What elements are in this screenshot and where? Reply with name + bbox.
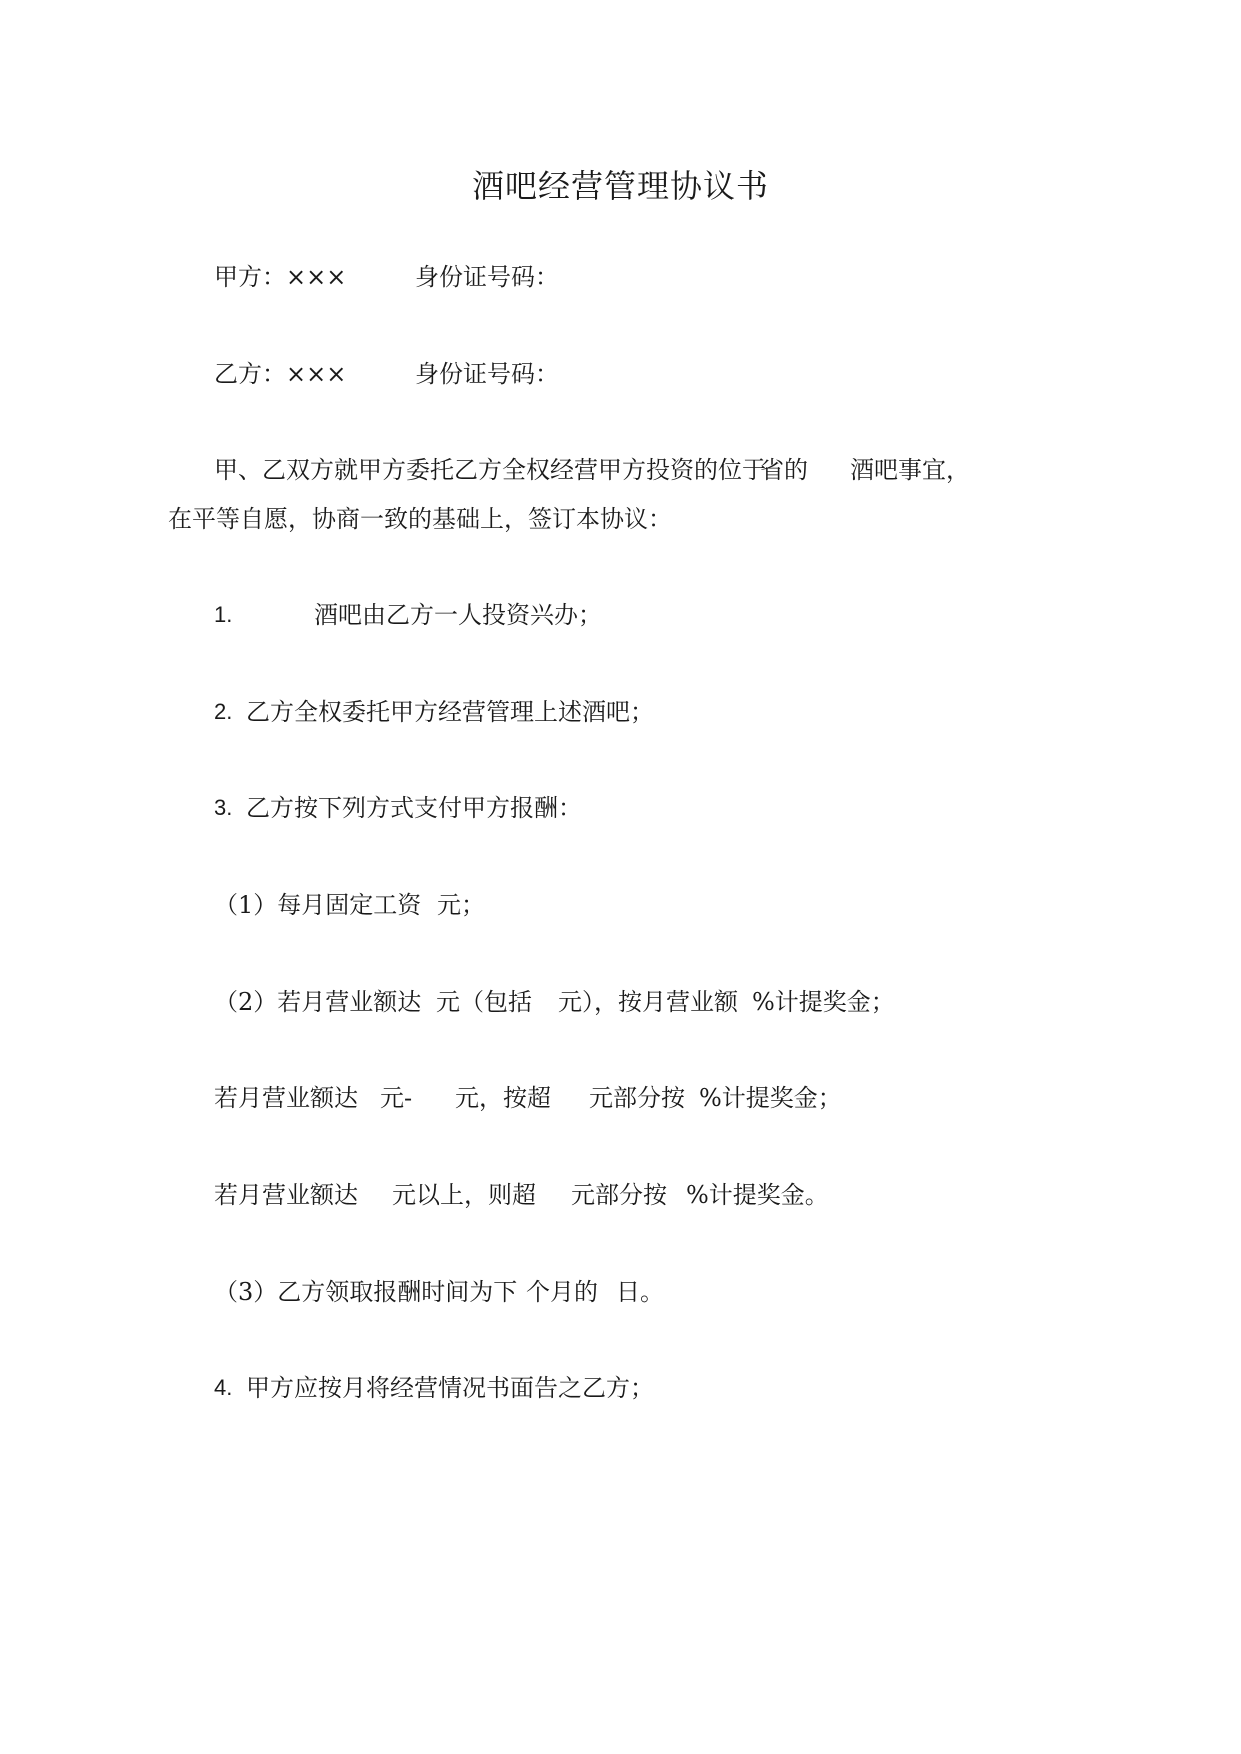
- party-a-label: 甲方：×××: [214, 263, 347, 291]
- clause-3-2-line-2-part-c: 元，按超: [455, 1084, 551, 1112]
- intro-line-2: 在平等自愿，协商一致的基础上，签订本协议：: [168, 505, 672, 533]
- clause-2-text: 乙方全权委托甲方经营管理上述酒吧；: [246, 698, 654, 726]
- clause-3-text: 乙方按下列方式支付甲方报酬：: [246, 794, 582, 822]
- clause-3-2-line-3-part-b: 元以上，则超: [392, 1181, 536, 1209]
- clause-3-2-line-3-part-d: %计提奖金。: [686, 1181, 829, 1209]
- clause-3-2-line-2-part-b: 元-: [380, 1084, 413, 1112]
- clause-3-2-part-d: %计提奖金；: [752, 988, 895, 1016]
- clause-1-text: 酒吧由乙方一人投资兴办；: [314, 601, 602, 629]
- clause-3-3-part-b: 个月的: [526, 1278, 598, 1306]
- clause-3-2-line-2-part-a: 若月营业额达: [214, 1084, 358, 1112]
- clause-1-number: 1.: [214, 602, 233, 627]
- clause-3-1-part-b: 元；: [437, 891, 485, 919]
- clause-3-2-line-3-part-a: 若月营业额达: [214, 1181, 358, 1209]
- party-b-label: 乙方：×××: [214, 360, 347, 388]
- document-title: 酒吧经营管理协议书: [471, 167, 769, 205]
- clause-3-3-part-a: （3）乙方领取报酬时间为下: [214, 1278, 518, 1306]
- intro-part-2: 省的: [760, 456, 808, 484]
- clause-3-2-part-b: 元（包括: [436, 988, 532, 1016]
- party-a-id-label: 身份证号码：: [415, 263, 559, 291]
- clause-2-number: 2.: [214, 699, 233, 724]
- clause-3-number: 3.: [214, 795, 233, 820]
- clause-3-1-part-a: （1）每月固定工资: [214, 891, 422, 919]
- clause-3-2-part-c: 元），按月营业额: [558, 988, 738, 1016]
- clause-3-2-part-a: （2）若月营业额达: [214, 988, 422, 1016]
- party-b-id-label: 身份证号码：: [415, 360, 559, 388]
- intro-part-3: 酒吧事宜，: [850, 456, 970, 484]
- clause-4-text: 甲方应按月将经营情况书面告之乙方；: [246, 1374, 654, 1402]
- clause-3-3-part-c: 日。: [616, 1278, 664, 1306]
- clause-3-2-line-2-part-e: %计提奖金；: [699, 1084, 842, 1112]
- clause-4-number: 4.: [214, 1375, 233, 1400]
- clause-3-2-line-2-part-d: 元部分按: [589, 1084, 685, 1112]
- clause-3-2-line-3-part-c: 元部分按: [571, 1181, 667, 1209]
- intro-part-1: 甲、乙双方就甲方委托乙方全权经营甲方投资的位于: [214, 456, 766, 484]
